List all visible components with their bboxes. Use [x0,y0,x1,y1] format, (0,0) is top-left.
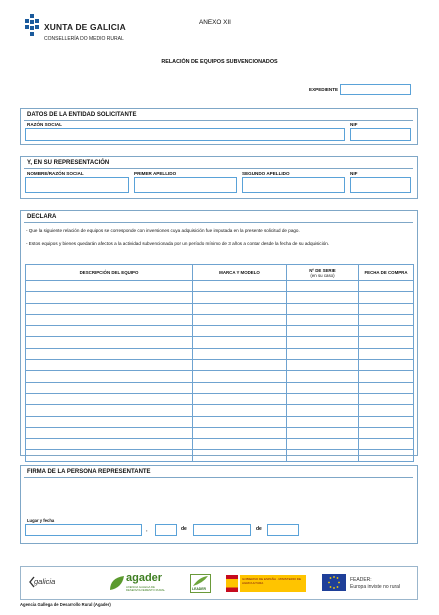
agader-logo [108,572,178,596]
agader-leaf-icon [108,574,126,592]
table-row [26,382,414,393]
page-title: RELACIÓN DE EQUIPOS SUBVENCIONADOS [161,59,278,65]
serial-cell[interactable] [287,416,359,427]
place-date-label: Lugar y fecha [27,518,55,523]
serial-cell[interactable] [287,450,359,461]
description-cell[interactable] [26,281,193,292]
annex-label: ANEXO XII [199,19,231,26]
representative-title: Y, EN SU REPRESENTACIÓN [27,160,110,166]
table-row [26,292,414,303]
table-row [26,348,414,359]
table-row [26,405,414,416]
feader-subtext: Europa inviste no rural [350,584,401,590]
rep-first-surname-label: PRIMER APELLIDO [134,171,177,176]
comma-separator: , [146,527,148,533]
serial-cell[interactable] [287,314,359,325]
brand-model-cell[interactable] [193,405,287,416]
purchase-date-cell[interactable] [359,292,414,303]
serial-cell[interactable] [287,393,359,404]
description-cell[interactable] [26,382,193,393]
declare-line-2: - Estos equipos y bienes quedarán afectos a la actividad subvencionada por un período mínimo de 3 años a contar desde la fecha de su adquisición. [26,241,330,246]
equipment-table [25,264,414,462]
applicant-title: DATOS DE LA ENTIDAD SOLICITANTE [27,112,137,118]
table-row [26,337,414,348]
table-row [26,360,414,371]
purchase-date-cell[interactable] [359,337,414,348]
brand-model-cell[interactable] [193,360,287,371]
org-subname: CONSELLERÍA DO MEDIO RURAL [44,36,124,42]
footer-box [20,566,418,600]
footer-agency: Agencia Gallega de Desarrollo Rural (Agader) [20,602,111,607]
purchase-date-cell[interactable] [359,314,414,325]
table-row [26,427,414,438]
serial-cell[interactable] [287,281,359,292]
description-cell[interactable] [26,292,193,303]
representative-title-rule [24,168,413,169]
brand-model-cell[interactable] [193,337,287,348]
brand-model-cell[interactable] [193,439,287,450]
agader-text: agader [126,572,163,584]
description-cell[interactable] [26,427,193,438]
serial-cell[interactable] [287,326,359,337]
rep-nif-field[interactable] [350,177,411,193]
description-cell[interactable] [26,371,193,382]
table-row [26,371,414,382]
brand-model-cell[interactable] [193,450,287,461]
table-row [26,303,414,314]
declare-title: DECLARA [27,214,57,220]
description-cell[interactable] [26,348,193,359]
purchase-date-cell[interactable] [359,348,414,359]
brand-model-cell[interactable] [193,371,287,382]
col-description-header: DESCRIPCIÓN DEL EQUIPO [26,265,193,281]
rep-second-surname-field[interactable] [242,177,345,193]
rep-nif-label: NIF [350,171,358,176]
declare-title-rule [24,222,413,223]
description-cell[interactable] [26,405,193,416]
eu-logo [322,574,401,596]
serial-cell[interactable] [287,405,359,416]
rep-name-field[interactable] [25,177,129,193]
galicia-text: galicia [34,577,56,586]
razon-social-label: RAZÓN SOCIAL [27,122,62,127]
brand-model-cell[interactable] [193,416,287,427]
col-serial-header [287,265,359,281]
serial-cell[interactable] [287,348,359,359]
description-cell[interactable] [26,326,193,337]
table-row [26,314,414,325]
table-row [26,439,414,450]
applicant-nif-field[interactable] [350,128,411,141]
applicant-nif-label: NIF [350,122,358,127]
purchase-date-cell[interactable] [359,371,414,382]
ministry-logo [226,575,308,592]
table-row [26,450,414,461]
serial-cell[interactable] [287,360,359,371]
serial-cell[interactable] [287,371,359,382]
ministry-text: GOBIERNO DE ESPAÑA · MINISTERIO DE AGRICULTURA [242,577,301,585]
table-row [26,326,414,337]
agader-subtext: AXENCIA GALEGA DE DESENVOLVEMENTO RURAL [126,585,166,593]
description-cell[interactable] [26,450,193,461]
razon-social-field[interactable] [25,128,345,141]
purchase-date-cell[interactable] [359,427,414,438]
purchase-date-cell[interactable] [359,382,414,393]
description-cell[interactable] [26,439,193,450]
declare-line-1: - Que la siguiente relación de equipos se corresponde con inversiones cuya adquisición fue imputada en la presente solicitud de pago. [26,228,300,233]
purchase-date-cell[interactable] [359,360,414,371]
brand-model-cell[interactable] [193,326,287,337]
serial-cell[interactable] [287,292,359,303]
description-cell[interactable] [26,416,193,427]
brand-model-cell[interactable] [193,393,287,404]
equipment-table-header [26,265,414,281]
xunta-emblem-icon [24,14,40,36]
description-cell[interactable] [26,337,193,348]
purchase-date-cell[interactable] [359,326,414,337]
rep-first-surname-field[interactable] [134,177,237,193]
serial-cell[interactable] [287,303,359,314]
leader-text: LEADER [192,587,206,591]
col-purchase-date-header: FECHA DE COMPRA [359,265,414,281]
brand-model-cell[interactable] [193,382,287,393]
expediente-field[interactable] [340,84,411,95]
rep-name-label: NOMBRE/RAZÓN SOCIAL [27,171,84,176]
purchase-date-cell[interactable] [359,439,414,450]
description-cell[interactable] [26,314,193,325]
description-cell[interactable] [26,360,193,371]
col-brand-model-header: MARCA Y MODELO [193,265,287,281]
feader-text: FEADER: [350,577,372,583]
org-name: XUNTA DE GALICIA [44,22,126,32]
leader-logo [190,574,211,593]
description-cell[interactable] [26,393,193,404]
brand-model-cell[interactable] [193,314,287,325]
brand-model-cell[interactable] [193,348,287,359]
col-serial-line1: Nº DE SERIE [309,267,336,273]
de-label-2: de [256,526,262,532]
de-label-1: de [181,526,187,532]
xunta-logo [24,14,40,36]
purchase-date-cell[interactable] [359,393,414,404]
table-row [26,416,414,427]
brand-model-cell[interactable] [193,427,287,438]
purchase-date-cell[interactable] [359,303,414,314]
serial-cell[interactable] [287,427,359,438]
place-field[interactable] [25,524,142,536]
leader-emblem-icon [191,575,210,587]
purchase-date-cell[interactable] [359,450,414,461]
year-field[interactable] [267,524,299,536]
col-serial-line2: (en su caso) [310,272,335,278]
brand-model-cell[interactable] [193,303,287,314]
eu-flag-icon [322,574,346,591]
signature-title-rule [24,477,413,478]
brand-model-cell[interactable] [193,281,287,292]
purchase-date-cell[interactable] [359,405,414,416]
month-field[interactable] [193,524,251,536]
table-row [26,393,414,404]
table-row [26,281,414,292]
applicant-title-rule [24,120,413,121]
rep-second-surname-label: SEGUNDO APELLIDO [242,171,290,176]
signature-title: FIRMA DE LA PERSONA REPRESENTANTE [27,469,151,475]
brand-model-cell[interactable] [193,292,287,303]
description-cell[interactable] [26,303,193,314]
serial-cell[interactable] [287,337,359,348]
serial-cell[interactable] [287,439,359,450]
purchase-date-cell[interactable] [359,416,414,427]
serial-cell[interactable] [287,382,359,393]
day-field[interactable] [155,524,177,536]
spain-flag-icon [226,575,238,592]
expediente-label: EXPEDIENTE [309,87,339,92]
purchase-date-cell[interactable] [359,281,414,292]
